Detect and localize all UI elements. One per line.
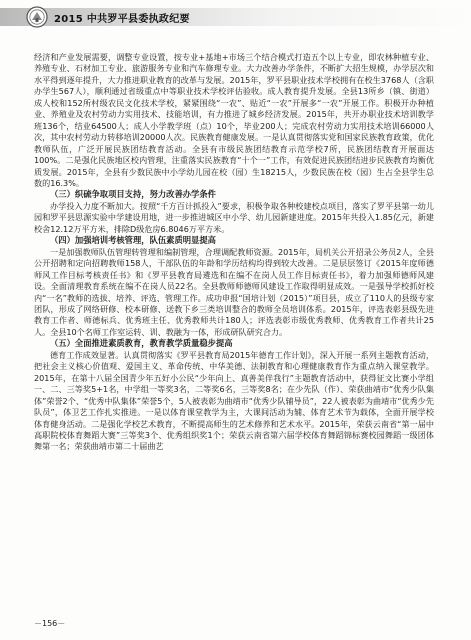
- header-title: 2015 中共罗平县委执政纪要: [54, 14, 190, 25]
- paragraph: 经济和产业发展需要，调整专业设置，按专业+基地+市场三个结合模式打造五个以上专业，即农林种植专业、养殖专业、石材加工专业、旅游服务专业和汽车修理专业。大力改善办学条件，不断扩大招生规模，办学层次和水平得到逐年提升，大力推进职业教育的改革与发展。2015年，罗平县职业技术学校拥有在校生3768人（含职办学生567人），顺利通过省级重点中等职业技术学校评估验收。成人教育提升发展。全县13所乡（镇、街道）成人校和152所村级农民文化技术学校，紧紧围绕“一农”、贴近“一农”开展多“一农”开展工作。积极开办种植业、养殖业及农村劳动力实用技术、技能培训，有力推进了城乡经济发展。2015年，共开办职业技术培训教学班136个，结业64500人；成人小学教学班（点）10个，毕业200人；完成农村劳动力实用技术培训66000人次，其中农村劳动力转移培训20000人次。民族教育健康发展。一是认真贯彻落实党和国家民族教育政策，优化教师队伍，广泛开展民族团结教育活动。全县有市级民族团结教育示范学校7所，民族团结教育开展面达100%。二是强化民族地区校内管理，注重落实民族教育“十个一”工作，有效促进民族团结进步民族教育均衡优质发展。2015年，全县有少数民族中小学幼儿园在校（园）生18215人，少数民族在校（园）生占全县学生总数的16.3%。: [34, 52, 434, 188]
- document-body: [34, 52, 434, 453]
- page-header: [0, 0, 471, 36]
- party-emblem-icon: [26, 6, 48, 28]
- paragraph: 德育工作成效显著。认真贯彻落实《罗平县教育局2015年德育工作计划》，深入开展一系列主题教育活动，把社会主义核心价值观、爱国主义、革命传统、中华美德、法制教育和心理健康教育作为重点纳入课堂教学。2015年，在第十八届全国青少年五好小公民“少年向上、真善美伴我行”主题教育活动中，获得征文比赛小学组一、二、三等奖5+1名，中学组一等奖3名，二等奖6名，三等奖8名；在少先队（作）、荣获曲靖市“优秀少队集体”荣誉2个、“优秀中队集体”荣誉5个，5人被表彰为曲靖市“优秀少队辅导员”，22人被表彰为曲靖市“优秀少先队员”，体卫艺工作扎实推进。一是以体育课堂教学为主，大课间活动为辅、体育艺术节为载体，全面开展学校体育健身活动。二是强化学校艺术教育，不断提高师生的艺术修养和艺术水平。2015年，荣获云南省“第一届中高职院校体育舞蹈大赛”三等奖3个、优秀组织奖1个；荣获云南省第六届学校体育舞蹈锦标赛校园舞蹈一级团体舞第一名；荣获曲靖市第二十届曲艺: [34, 349, 434, 452]
- section-heading: （四）加强培训考核管理，队伍素质明显提高: [50, 235, 216, 246]
- section-heading: （三）织硫争取项目支持，努力改善办学条件: [50, 189, 216, 200]
- paragraph: 一是加强教师队伍管理转管理和编制管理，合理调配教师资源。2015年，局机关公开招录公务员2人，全县公开招聘和定向招聘教师158人，干部队伍的年龄和学历结构均得到较大改善。二是层层签订《2015年度师德师风工作目标考核责任书》和《罗平县教育局遴选和在编不在岗人员工作目标责任书》，着力加强师德师风建设。全面清理教育系统在编不在岗人员22名。全县教师师德师风建设工作取得明显成效。一是强导学校抓好校内“一名”教师的选拔、培养、评选、管理工作。成功申报“国培计划（2015）”项目县，成立了110人的县级专家团队，形成了网络研修、校本研修、送教下乡三类培训整合的教师全员培训体系。2015年，评选表彰县级先进教育工作者、师德标兵、优秀班主任、优秀教师共计180人；评选表彰市级优秀教师、优秀教育工作者共计25人。全县10个名师工作室运转、训、教融为一体，形成研队研究合力。: [34, 246, 434, 337]
- section-heading: （五）全面推进素质教育，教育教学质量稳步提高: [50, 338, 233, 349]
- page-number: －156－: [34, 619, 66, 628]
- paragraph: 办学投入力度不断加大。按照“千方百计抓投入”要求，积极争取各种校建校点项目，落实了罗平县第一幼儿园和罗平县思源实验中学建设用地，进一步推进城区中小学、幼儿园新建进度。2015年共投入1.85亿元，新建校舍12.12万平方米，排除D级危房6.8046万平方米。: [34, 200, 434, 234]
